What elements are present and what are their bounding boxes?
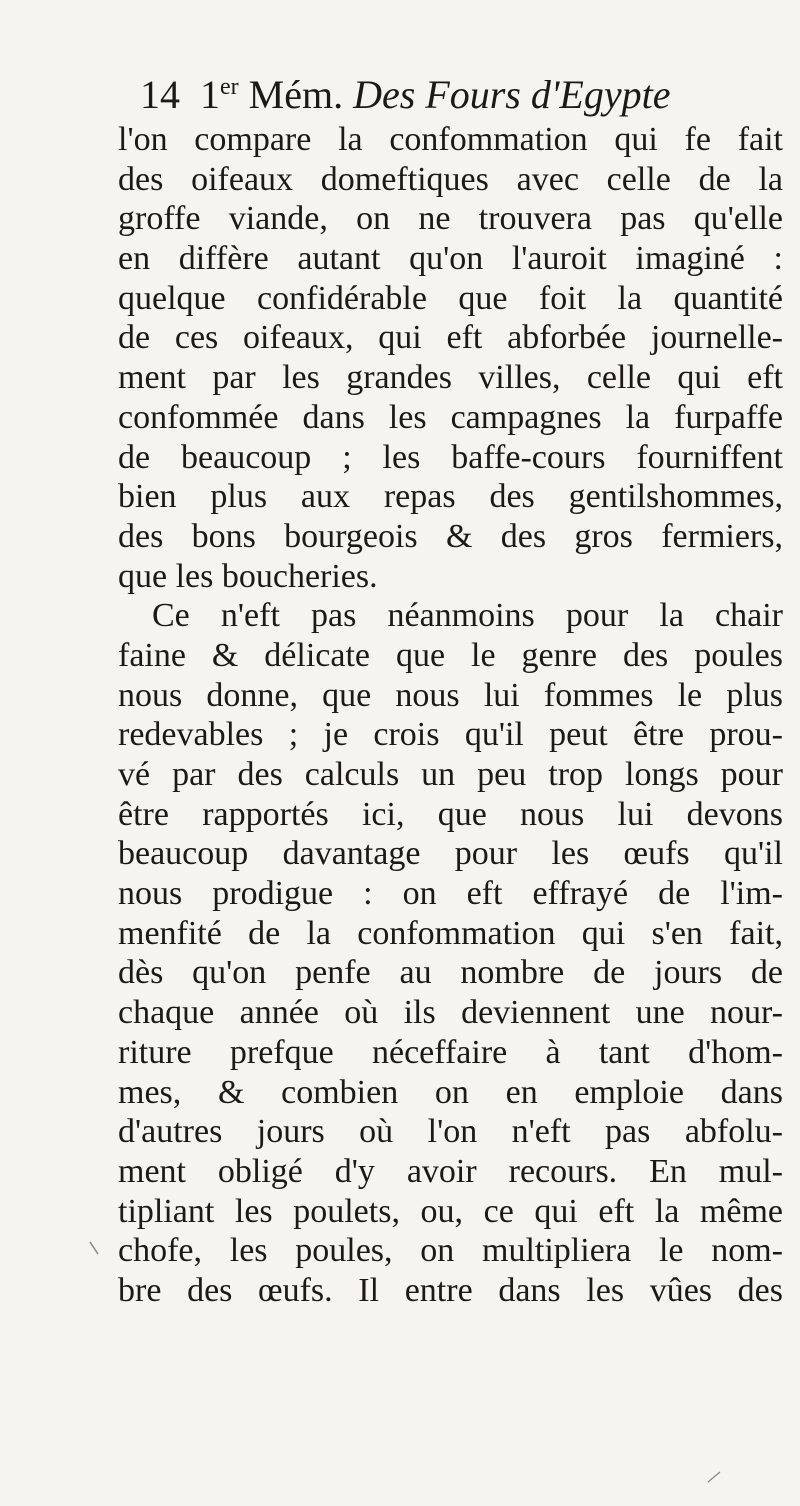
- running-head-title: Des Fours d'Egypte: [353, 72, 671, 117]
- text-line: menfité de la confommation qui s'en fait,: [118, 914, 783, 952]
- text-line: des bons bourgeois & des gros fermiers,: [118, 517, 783, 555]
- text-line: dès qu'on penfe au nombre de jours de: [118, 954, 783, 992]
- text-line: riture prefque néceffaire à tant d'hom-: [118, 1033, 783, 1071]
- text-line: bre des œufs. Il entre dans les vûes des: [118, 1271, 783, 1309]
- text-line: quelque confidérable que foit la quantité: [118, 279, 783, 317]
- text-line: en diffère autant qu'on l'auroit imaginé :: [118, 240, 783, 278]
- text-line: de ces oifeaux, qui eft abforbée journelle-: [118, 319, 783, 357]
- margin-mark: [706, 1470, 722, 1484]
- text-line: chofe, les poules, on multipliera le nom-: [118, 1232, 783, 1270]
- text-line: confommée dans les campagnes la furpaffe: [118, 398, 783, 436]
- body-text: [118, 120, 783, 1311]
- text-line: vé par des calculs un peu trop longs pour: [118, 756, 783, 793]
- running-head-prefix: 1: [200, 72, 220, 117]
- text-line: que les boucheries.: [118, 557, 378, 595]
- text-line: bien plus aux repas des gentilshommes,: [118, 478, 783, 516]
- text-line: ment obligé d'y avoir recours. En mul-: [118, 1152, 783, 1190]
- text-line: de beaucoup ; les baffe-cours fourniffent: [118, 438, 783, 476]
- text-line: ment par les grandes villes, celle qui eft: [118, 359, 783, 397]
- page-number: 14: [140, 72, 180, 117]
- text-line: tipliant les poulets, ou, ce qui eft la même: [118, 1192, 783, 1230]
- running-head: [200, 72, 670, 124]
- text-line: redevables ; je crois qu'il peut être prou-: [118, 716, 783, 754]
- margin-mark: [88, 1240, 100, 1256]
- running-head-superscript: er: [220, 74, 239, 100]
- text-line: être rapportés ici, que nous lui devons: [118, 795, 783, 833]
- text-line: des oifeaux domeftiques avec celle de la: [118, 160, 783, 198]
- text-line: d'autres jours où l'on n'eft pas abfolu-: [118, 1113, 783, 1151]
- text-line: beaucoup davantage pour les œufs qu'il: [118, 835, 783, 873]
- text-line: nous prodigue : on eft effrayé de l'im-: [118, 875, 783, 913]
- text-line: mes, & combien on en emploie dans: [118, 1073, 783, 1111]
- text-line: nous donne, que nous lui fommes le plus: [118, 676, 783, 714]
- text-line: chaque année où ils deviennent une nour-: [118, 994, 783, 1032]
- text-line: l'on compare la confommation qui fe fait: [118, 121, 783, 158]
- text-line: groffe viande, on ne trouvera pas qu'elle: [118, 200, 783, 238]
- text-line: Ce n'eft pas néanmoins pour la chair: [152, 597, 783, 635]
- running-head-memoire: Mém.: [238, 72, 354, 117]
- text-line: faine & délicate que le genre des poules: [118, 636, 783, 674]
- page-header: [140, 72, 770, 118]
